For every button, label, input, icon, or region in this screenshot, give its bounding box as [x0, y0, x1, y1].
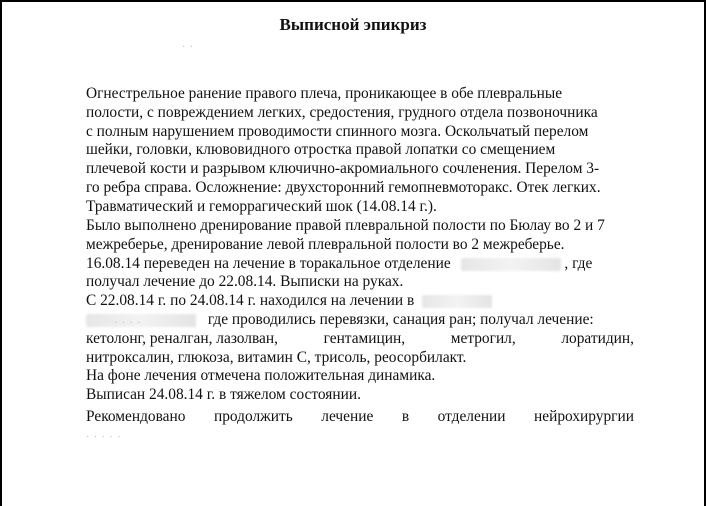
text-line: с полным нарушением проводимости спинного мозга. Оскольчатый перелом [86, 122, 589, 140]
text-line: шейки, головки, клювовидного отростка правой лопатки со смещением [86, 141, 556, 159]
hospital-text: С 22.08.14 г. по 24.08.14 г. находился на лечении в [86, 292, 415, 310]
text-line [86, 292, 634, 311]
text-line: получал лечение до 22.08.14. Выписки на руках. [86, 273, 404, 291]
text-line: Травматический и геморрагический шок (14.08.14 г.). [86, 197, 437, 215]
recommendation-line: Рекомендовано продолжить лечение в отделении нейрохирургии [86, 408, 634, 425]
text-line: Было выполнено дренирование правой плевральной полости по Бюлау во 2 и 7 [86, 217, 605, 234]
scan-noise: · · · · [114, 318, 142, 329]
text-line: Выписан 24.08.14 г. в тяжелом состоянии. [86, 386, 361, 404]
procedures-text: где проводились перевязки, санация ран; получал лечение: [207, 310, 594, 328]
text-line: Огнестрельное ранение правого плеча, проникающее в обе плевральные [86, 85, 563, 102]
text-line: нитроксалин, глюкоза, витамин С, трисоль, реосорбилакт. [86, 348, 467, 366]
text-line [86, 255, 634, 274]
treatment-paragraph [86, 217, 634, 405]
transfer-text-end: , где [564, 254, 593, 272]
diagnosis-paragraph [86, 85, 634, 217]
text-line: На фоне лечения отмечена положительная динамика. [86, 367, 436, 385]
redacted-block [461, 258, 561, 271]
text-line [86, 311, 634, 330]
scan-noise: · · · · · [86, 432, 122, 443]
medications-line: кетолонг, реналган, лазолван, гентамицин, метрогил, лоратидин, [86, 329, 634, 347]
text-line: го ребра справа. Осложнение: двухсторонний гемопневмоторакс. Отек легких. [86, 178, 601, 196]
scan-noise: · · [182, 42, 195, 53]
transfer-text: 16.08.14 переведен на лечение в торакальное отделение [86, 254, 451, 272]
recommendation-paragraph [86, 408, 634, 427]
redacted-block [422, 295, 492, 308]
text-line: межреберье, дренирование левой плевральной полости во 2 межреберье. [86, 235, 565, 253]
text-line: плечевой кости и разрывом ключично-акромиального сочленения. Перелом 3- [86, 160, 600, 178]
document-title: Выписной эпикриз [279, 15, 427, 34]
text-line: полости, с повреждением легких, средостения, грудного отдела позвоночника [86, 103, 598, 121]
